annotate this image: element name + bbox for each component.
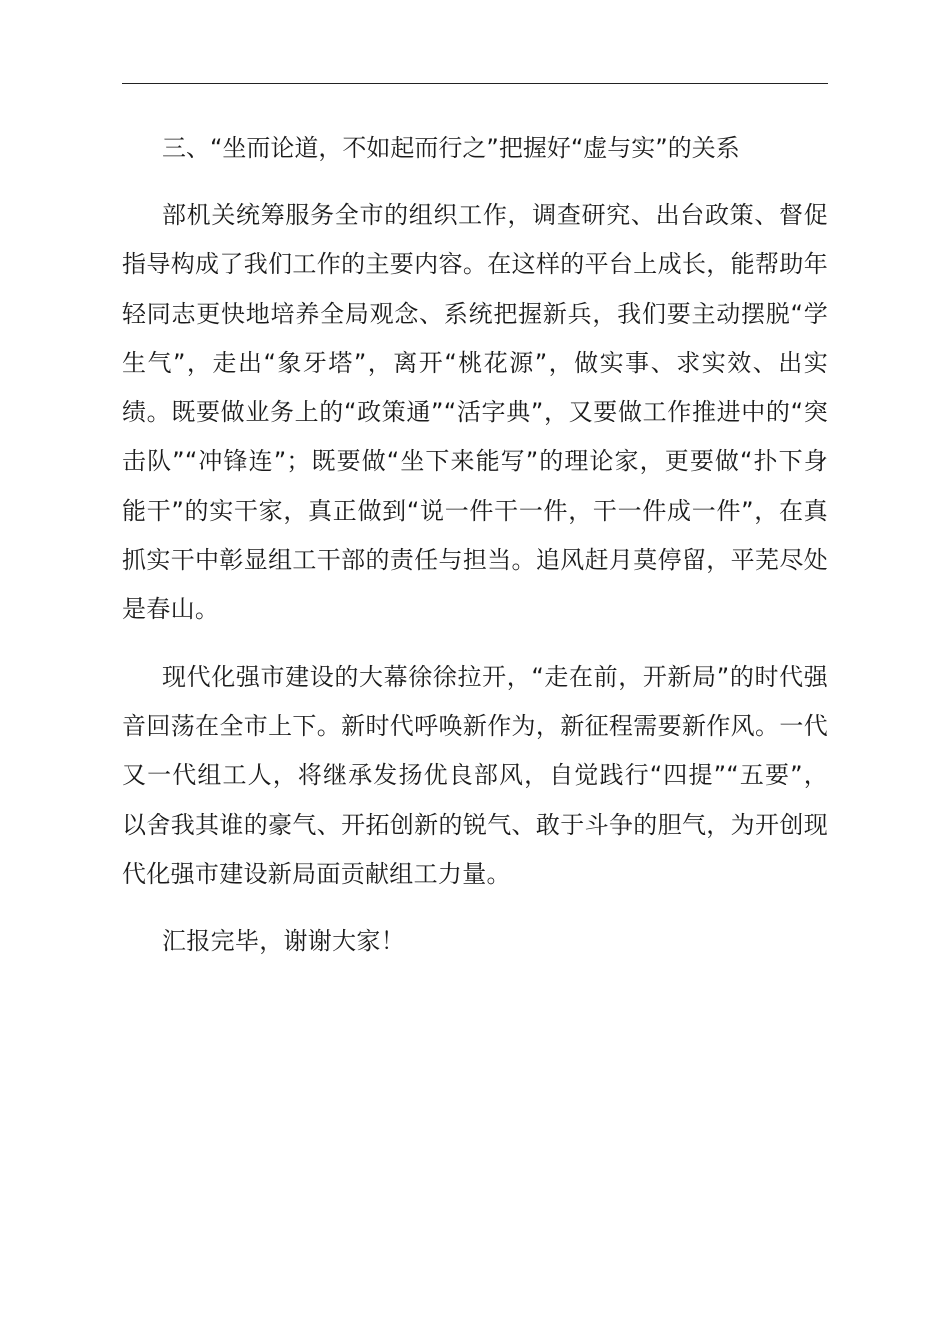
document-body [122,127,828,966]
section-heading: 三、“坐而论道，不如起而行之”把握好“虚与实”的关系 [162,134,740,162]
paragraph: 部机关统筹服务全市的组织工作，调查研究、出台政策、督促指导构成了我们工作的主要内容。在这样的平台上成长，能帮助年轻同志更快地培养全局观念、系统把握新兵，我们要主动摆脱“学生气”，走出“象牙塔”，离开“桃花源”，做实事、求实效、出实绩。既要做业务上的“政策通”“活字典”，又要做工作推进中的“突击队”“冲锋连”；既要做“坐下来能写”的理论家，更要做“扑下身能干”的实干家，真正做到“说一件干一件，干一件成一件”，在真抓实干中彰显组工干部的责任与担当。追风赶月莫停留，平芜尽处是春山。 [122,201,828,624]
closing-paragraph: 汇报完毕，谢谢大家！ [162,927,405,956]
header-rule [122,83,828,84]
paragraph: 现代化强市建设的大幕徐徐拉开，“走在前，开新局”的时代强音回荡在全市上下。新时代呼唤新作为，新征程需要新作风。一代又一代组工人，将继承发扬优良部风，自觉践行“四提”“五要”，以舍我其谁的豪气、开拓创新的锐气、敢于斗争的胆气，为开创现代化强市建设新局面贡献组工力量。 [122,662,828,888]
